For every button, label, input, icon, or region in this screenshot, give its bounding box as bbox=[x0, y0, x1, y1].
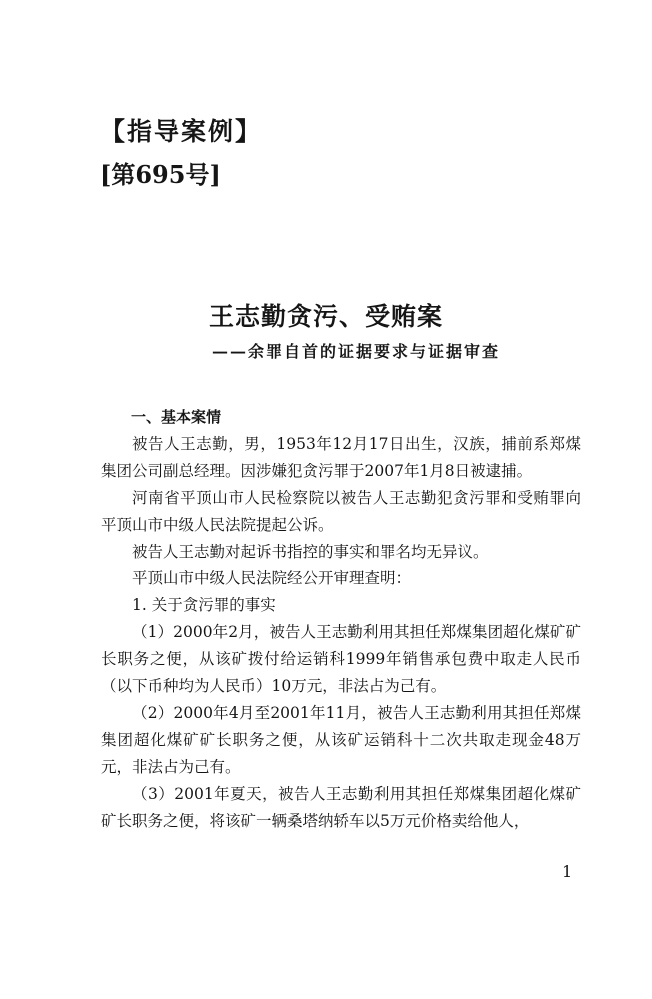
paragraph-prosecution: 河南省平顶山市人民检察院以被告人王志勤犯贪污罪和受贿罪向平顶山市中级人民法院提起公诉。 bbox=[101, 488, 581, 534]
section-heading: 一、基本案情 bbox=[131, 408, 222, 426]
paragraph-embezzlement-heading: 1. 关于贪污罪的事实 bbox=[132, 596, 276, 615]
case-number: [第695号] bbox=[100, 160, 221, 189]
paragraph-no-objection: 被告人王志勤对起诉书指控的事实和罪名均无异议。 bbox=[132, 542, 489, 561]
page-number: 1 bbox=[562, 862, 573, 881]
paragraph-fact-3: （3）2001年夏天，被告人王志勤利用其担任郑煤集团超化煤矿矿长职务之便，将该矿一辆桑塔纳轿车以5万元价格卖给他人， bbox=[101, 784, 581, 830]
paragraph-court-finding: 平顶山市中级人民法院经公开审理查明： bbox=[132, 569, 412, 588]
guide-case-label: 【指导案例】 bbox=[100, 117, 263, 146]
paragraph-defendant-info: 被告人王志勤，男，1953年12月17日出生，汉族，捕前系郑煤集团公司副总经理。因涉嫌犯贪污罪于2007年1月8日被逮捕。 bbox=[101, 434, 581, 480]
paragraph-fact-1: （1）2000年2月，被告人王志勤利用其担任郑煤集团超化煤矿矿长职务之便，从该矿拨付给运销科1999年销售承包费中取走人民币（以下币种均为人民币）10万元，非法占为己有。 bbox=[101, 623, 581, 696]
case-title: 王志勤贪污、受贿案 bbox=[208, 302, 443, 331]
case-subtitle: ——余罪自首的证据要求与证据审查 bbox=[212, 342, 501, 361]
paragraph-fact-2: （2）2000年4月至2001年11月，被告人王志勤利用其担任郑煤集团超化煤矿矿长职务之便，从该矿运销科十二次共取走现金48万元，非法占为己有。 bbox=[101, 703, 581, 776]
article-body bbox=[101, 404, 581, 835]
